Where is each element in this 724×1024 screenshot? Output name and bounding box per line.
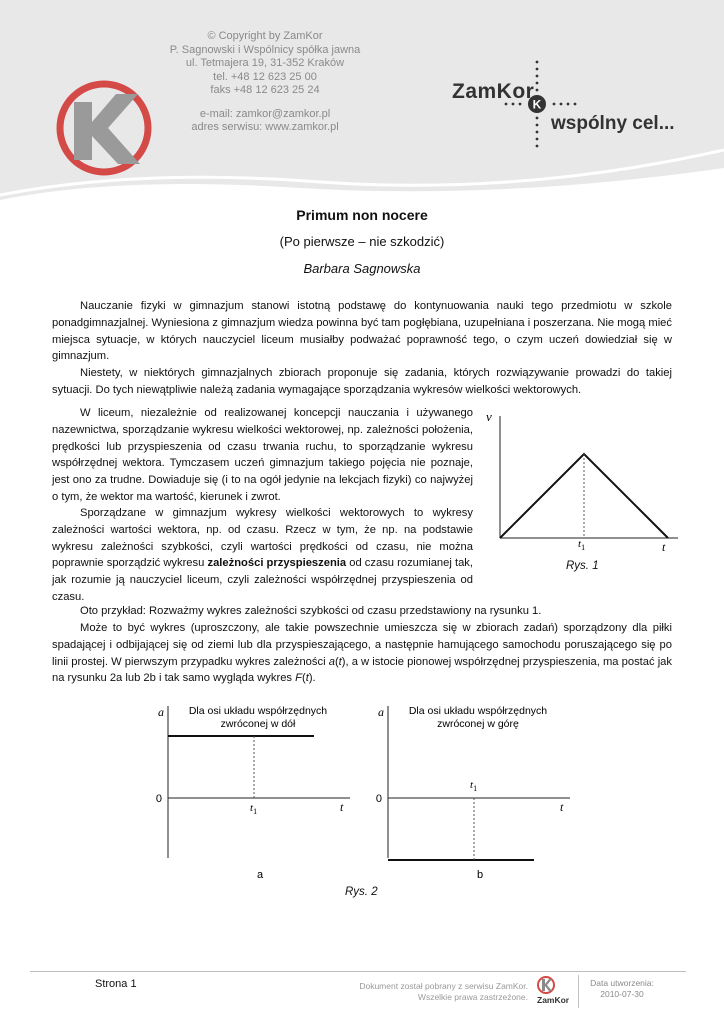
panel-a-zero-label: 0 bbox=[155, 793, 162, 805]
y-axis-label: v bbox=[486, 409, 492, 424]
footer-separator bbox=[578, 975, 579, 1008]
panel-a-title-line-1: Dla osi układu współrzędnych bbox=[188, 705, 328, 717]
paragraph-4: Sporządzane w gimnazjum wykresy wielkości wektorowych to wykresy zależności wartości wektora, np. od czasu. Rzecz w tym, że np. na podstawie wykresu zależności szybkości, czyli wartości prędkości od czasu, nie można poprawnie sporządzić wykresu zależności przyspieszenia od czasu rozumianej tak, jak rozumie ją nauczyciel liceum, czyli zależności współrzędnej przyspieszenia od czasu. bbox=[52, 507, 474, 603]
contact-line: tel. +48 12 623 25 00 bbox=[213, 70, 317, 83]
footer-logo-icon bbox=[534, 975, 574, 997]
x-axis-label: t bbox=[662, 540, 666, 554]
paragraph-1: Nauczanie fizyki w gimnazjum stanowi istotną podstawę do kontynuowania nauki tego przedmiotu w szkole ponadgimnazjalnej. Wyniesiona z gimnazjum wiedza powinna być tam pogłębiana, uzupełniana i poszerzana. Nie mogą mieć miejsca sytuacje, w których nauczyciel liceum musiałby podważać poprawność tego, o czym uczeń dowiedział się w gimnazjum. bbox=[52, 300, 672, 363]
panel-b-y-label: a bbox=[378, 705, 384, 719]
figure-1-caption: Rys. 1 bbox=[566, 560, 599, 572]
panel-a-label: a bbox=[256, 869, 264, 881]
panel-b-title-line-1: Dla osi układu współrzędnych bbox=[408, 705, 548, 717]
contact-website[interactable]: adres serwisu: www.zamkor.pl bbox=[191, 121, 339, 133]
panel-b-zero-label: 0 bbox=[375, 793, 382, 805]
panel-a-x-label: t bbox=[340, 800, 344, 814]
brand-name: ZamKor bbox=[452, 80, 535, 103]
figure-2a-panel bbox=[156, 705, 350, 881]
figure-2-caption: Rys. 2 bbox=[345, 886, 378, 898]
brand-circle-letter: K bbox=[532, 97, 542, 112]
panel-b-label: b bbox=[476, 869, 484, 881]
t1-label: $t_1$ bbox=[578, 538, 586, 552]
contact-line: faks +48 12 623 25 24 bbox=[210, 84, 320, 96]
page-header bbox=[0, 0, 724, 200]
paragraph-6: Może to być wykres (uproszczony, ale takie powszechnie umieszcza się w zbiorach zadań) sporządzony dla piłki spadającej i odbijającej się od ziemi lub dla przyspieszającego, a następnie hamującego samochodu poruszającego się po linii prostej. W pierwszym przypadku wykres zależności a(t), a w istocie pionowej współrzędnej przyspieszenia, ma postać jak na rysunku 2a lub 2b i tak samo wygląda wykres F(t). bbox=[52, 622, 673, 685]
panel-a-t1-label: $t_1$ bbox=[250, 802, 258, 816]
figure-1-chart bbox=[478, 408, 688, 558]
figure-2b-panel bbox=[376, 705, 570, 881]
author-name: Barbara Sagnowska bbox=[303, 261, 421, 276]
panel-b-title-line-2: zwróconej w górę bbox=[437, 718, 519, 730]
page-title: Primum non nocere bbox=[296, 207, 428, 223]
paragraph-5: Oto przykład: Rozważmy wykres zależności szybkości od czasu przedstawiony na rysunku 1. bbox=[80, 605, 542, 617]
contact-line: P. Sagnowski i Wspólnicy spółka jawna bbox=[169, 43, 361, 56]
contact-email[interactable]: e-mail: zamkor@zamkor.pl bbox=[199, 107, 331, 120]
panel-b-t1-label: $t_1$ bbox=[470, 779, 478, 793]
figure-2-chart bbox=[140, 698, 600, 888]
paragraph-2: Niestety, w niektórych gimnazjalnych zbiorach proponuje się zadania, których rozwiązywanie prowadzi do takiej sytuacji. Do tych niewątpliwie należą zadania wymagające sporządzania wykresów wielkości wektorowych. bbox=[52, 367, 672, 396]
panel-a-y-label: a bbox=[158, 705, 164, 719]
download-note: Dokument został pobrany z serwisu ZamKor. Wszelkie prawa zastrzeżone. bbox=[359, 981, 528, 1002]
panel-a-title-line-2: zwróconej w dół bbox=[220, 718, 296, 730]
panel-b-x-label: t bbox=[560, 800, 564, 814]
contact-line: ul. Tetmajera 19, 31-352 Kraków bbox=[185, 57, 345, 69]
page-subtitle: (Po pierwsze – nie szkodzić) bbox=[279, 234, 445, 249]
contact-block bbox=[160, 30, 370, 135]
paragraph-3: W liceum, niezależnie od realizowanej koncepcji nauczania i używanego nazewnictwa, sporządzanie wykresu wielkości wektorowej, np. zależności położenia, prędkości lub przyspieszenia od czasu trwania ruchu, to sporządzanie wykresu współrzędnej wektora. Tymczasem uczeń gimnazjum takiego pojęcia nie poznaje, jest ono za trudne. Dowiaduje się (i to na ogół jedynie na lekcjach fizyki) co najwyżej o tym, że wektor ma wartość, kierunek i zwrot. bbox=[52, 407, 473, 503]
footer-brand: ZamKor bbox=[537, 995, 570, 1005]
page-number: Strona 1 bbox=[95, 978, 137, 990]
brand-tagline: wspólny cel... bbox=[551, 113, 675, 134]
contact-line: © Copyright by ZamKor bbox=[207, 30, 323, 42]
footer-divider bbox=[30, 971, 686, 972]
created-date-block: Data utworzenia: 2010-07-30 bbox=[590, 978, 654, 999]
